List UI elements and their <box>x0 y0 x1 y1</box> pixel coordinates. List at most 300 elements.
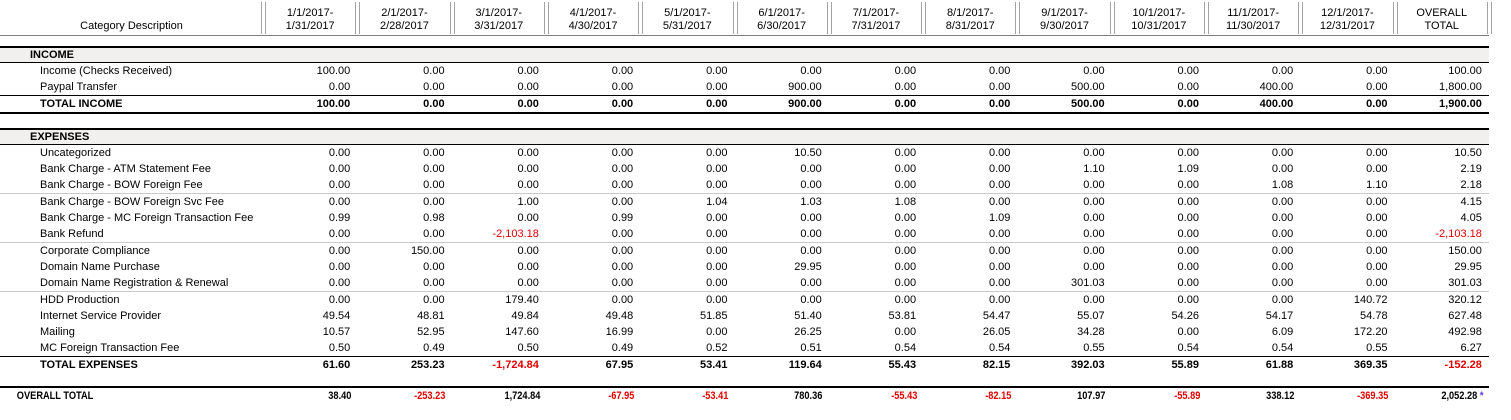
cell-value: 0.00 <box>1083 212 1105 224</box>
cell-value: 0.00 <box>1177 212 1199 224</box>
cell-value: 1,900.00 <box>1439 98 1482 110</box>
column-header-month <box>1017 0 1111 35</box>
cell-value: 0.00 <box>1271 147 1294 159</box>
cell-value: 55.89 <box>1171 359 1199 371</box>
footnote-asterisk: * <box>1479 390 1483 402</box>
column-separator <box>1204 2 1209 34</box>
cell-value: 0.00 <box>328 294 351 306</box>
cell-value: 0.00 <box>328 163 351 175</box>
cell-value: 0.00 <box>800 163 822 175</box>
cell-value: 48.81 <box>417 310 445 322</box>
column-header-line: 6/30/2017 <box>757 20 807 32</box>
row-label: Bank Charge - MC Foreign Transaction Fee <box>40 212 254 224</box>
cell-value: 0.00 <box>328 245 351 257</box>
cell-value: 500.00 <box>1071 98 1105 110</box>
cell-value: 0.00 <box>517 81 539 93</box>
cell-value: 0.00 <box>1271 163 1294 175</box>
column-header-month <box>829 0 923 35</box>
cell-value: 1.10 <box>1083 163 1105 175</box>
income-section-label: INCOME <box>30 49 74 61</box>
cell-value: 0.00 <box>706 81 728 93</box>
cell-value: 0.00 <box>1177 196 1199 208</box>
cell-value: -253.23 <box>414 390 446 402</box>
cell-value: 49.48 <box>605 310 634 322</box>
column-header-month <box>640 0 734 35</box>
cell-value: 392.03 <box>1071 359 1105 371</box>
cell-value: 338.12 <box>1266 390 1295 402</box>
table-row <box>0 145 1489 161</box>
cell-value: 0.00 <box>988 277 1011 289</box>
cell-value: -67.95 <box>608 390 635 402</box>
cell-value: 0.00 <box>706 163 728 175</box>
column-header-line: OVERALL <box>1416 7 1468 19</box>
cell-value: 0.00 <box>423 147 445 159</box>
column-separator <box>544 2 549 34</box>
column-separator <box>827 2 832 34</box>
cell-value: -2,103.18 <box>492 228 539 240</box>
cell-value: 0.00 <box>1366 228 1388 240</box>
cell-value: 0.00 <box>328 228 351 240</box>
cell-value: 0.49 <box>423 342 445 354</box>
cell-value: 0.00 <box>894 294 917 306</box>
table-row <box>0 259 1489 275</box>
cell-value: -1,724.84 <box>492 359 539 371</box>
cell-value: 0.54 <box>894 342 917 354</box>
cell-value: 0.00 <box>800 294 822 306</box>
cell-value: 53.81 <box>888 310 917 322</box>
cell-value: 1.04 <box>706 196 728 208</box>
cell-value: 0.00 <box>1083 196 1105 208</box>
cell-value: 0.00 <box>1177 65 1199 77</box>
column-header-category <box>0 0 263 35</box>
cell-value: 0.00 <box>328 81 351 93</box>
column-header-line: 1/31/2017 <box>285 20 335 32</box>
header-row <box>0 0 1489 36</box>
cell-value: 0.00 <box>894 245 917 257</box>
cell-value: 0.00 <box>517 212 539 224</box>
cell-value: 400.00 <box>1259 81 1294 93</box>
cell-value: 0.54 <box>1177 342 1199 354</box>
cell-value: 10.50 <box>794 147 822 159</box>
cell-value: 627.48 <box>1448 310 1482 322</box>
cell-value: 0.00 <box>1083 245 1105 257</box>
row-label: Bank Refund <box>40 228 104 240</box>
cell-value: 51.40 <box>794 310 822 322</box>
cell-value: 0.00 <box>517 277 539 289</box>
column-header-line: 3/1/2017- <box>475 7 522 19</box>
cell-value: 0.00 <box>611 228 634 240</box>
cell-value: 147.60 <box>505 326 539 338</box>
cell-value: 0.00 <box>706 228 728 240</box>
cell-value: 0.00 <box>894 65 917 77</box>
column-header-line: 5/1/2017- <box>664 7 711 19</box>
column-separator <box>921 2 926 34</box>
cell-value: 301.03 <box>1448 277 1482 289</box>
cell-value: 0.00 <box>1366 245 1388 257</box>
cell-value: 49.84 <box>511 310 539 322</box>
column-header-line: 7/31/2017 <box>851 20 901 32</box>
table-row <box>0 193 1489 210</box>
cell-value: -55.43 <box>890 390 918 402</box>
column-separator <box>355 2 360 34</box>
cell-value: 54.17 <box>1265 310 1294 322</box>
cell-value: 1.10 <box>1366 179 1388 191</box>
cell-value: 500.00 <box>1071 81 1105 93</box>
column-header-month <box>1300 0 1394 35</box>
cell-value: 0.00 <box>800 179 822 191</box>
table-row <box>0 340 1489 356</box>
cell-value: 29.95 <box>794 261 822 273</box>
column-separator <box>1110 2 1115 34</box>
cell-value: 100.00 <box>316 65 351 77</box>
row-label: Bank Charge - BOW Foreign Svc Fee <box>40 196 225 208</box>
table-row <box>0 161 1489 177</box>
cell-value: 0.50 <box>328 342 351 354</box>
cell-value: 0.00 <box>1083 261 1105 273</box>
cell-value: 0.00 <box>517 179 539 191</box>
cell-value: 179.40 <box>505 294 539 306</box>
cell-value: 0.00 <box>706 65 728 77</box>
cell-value: 0.00 <box>328 179 351 191</box>
cell-value: 0.00 <box>706 179 728 191</box>
cell-value: 0.00 <box>1366 196 1388 208</box>
cell-value: 780.36 <box>794 390 823 402</box>
cell-value: 1.00 <box>517 196 539 208</box>
cell-value: 0.00 <box>423 228 445 240</box>
cell-value: 253.23 <box>410 359 445 371</box>
cell-value: 0.00 <box>894 98 917 110</box>
column-header-line: 3/31/2017 <box>474 20 524 32</box>
column-header-line: 9/1/2017- <box>1041 7 1088 19</box>
cell-value: 0.00 <box>328 147 351 159</box>
cell-value: 29.95 <box>1454 261 1482 273</box>
cell-value: 492.98 <box>1448 326 1482 338</box>
cell-value: 0.00 <box>611 147 634 159</box>
column-header-month <box>1206 0 1300 35</box>
cell-value: 0.00 <box>423 179 445 191</box>
cell-value: 0.00 <box>1366 163 1388 175</box>
column-header-month <box>1112 0 1206 35</box>
cell-value: 0.00 <box>1177 277 1199 289</box>
cell-value: 0.00 <box>611 98 634 110</box>
cell-value: 2.18 <box>1460 179 1482 191</box>
cell-value: 0.00 <box>988 245 1011 257</box>
cell-value: 0.00 <box>706 147 728 159</box>
cell-value: 0.00 <box>423 196 445 208</box>
column-header-line: 6/1/2017- <box>758 7 805 19</box>
cell-value: 6.27 <box>1460 342 1482 354</box>
expenses-section-label: EXPENSES <box>30 131 90 143</box>
column-header-line: 8/31/2017 <box>945 20 995 32</box>
table-row <box>0 79 1489 95</box>
cell-value: 1,800.00 <box>1439 81 1482 93</box>
cell-value: 26.05 <box>982 326 1011 338</box>
cell-value: 140.72 <box>1353 294 1388 306</box>
cell-value: 0.00 <box>1366 261 1388 273</box>
cell-value: 900.00 <box>788 98 822 110</box>
cell-value: 0.00 <box>1177 261 1199 273</box>
row-label: Domain Name Registration & Renewal <box>40 277 229 289</box>
column-header-month <box>734 0 828 35</box>
row-label: TOTAL INCOME <box>40 98 123 110</box>
table-row <box>0 308 1489 324</box>
column-header-line: 11/30/2017 <box>1225 20 1281 32</box>
column-header-line: 1/1/2017- <box>286 7 334 19</box>
cell-value: 0.00 <box>800 212 822 224</box>
row-label: Bank Charge - ATM Statement Fee <box>40 163 211 175</box>
column-separator <box>261 2 266 34</box>
overall-total-container <box>0 386 1511 404</box>
cell-value: 0.00 <box>611 261 634 273</box>
table-row <box>0 275 1489 291</box>
row-label: Mailing <box>40 326 75 338</box>
income-section-header <box>0 46 1489 63</box>
cell-value: 0.00 <box>988 179 1011 191</box>
cell-value: 0.00 <box>706 245 728 257</box>
cell-value: 1.08 <box>894 196 917 208</box>
column-header-month <box>923 0 1017 35</box>
cell-value: 0.55 <box>1083 342 1105 354</box>
cell-value: 0.00 <box>1177 98 1199 110</box>
row-label: Income (Checks Received) <box>40 65 173 77</box>
column-header-line: 2/1/2017- <box>381 7 428 19</box>
cell-value: 0.00 <box>988 163 1011 175</box>
cell-value: 0.00 <box>706 294 728 306</box>
cell-value: 0.00 <box>423 81 445 93</box>
cell-value: 54.47 <box>982 310 1011 322</box>
row-label: MC Foreign Transaction Fee <box>40 342 180 354</box>
column-separator <box>638 2 643 34</box>
cell-value: 0.00 <box>1083 65 1105 77</box>
cell-value: 0.54 <box>988 342 1011 354</box>
cell-value: 172.20 <box>1353 326 1388 338</box>
cell-value: 0.00 <box>1366 277 1388 289</box>
cell-value: 0.00 <box>517 65 539 77</box>
cell-value: 0.00 <box>1271 261 1294 273</box>
cell-value: 0.00 <box>1177 179 1199 191</box>
cell-value: 0.00 <box>517 147 539 159</box>
cell-value: 0.00 <box>1177 294 1199 306</box>
cell-value: -55.89 <box>1173 390 1201 402</box>
cell-value: 0.00 <box>894 147 917 159</box>
column-header-line: 4/30/2017 <box>568 20 618 32</box>
cell-value: 49.54 <box>322 310 351 322</box>
table-row <box>0 242 1489 259</box>
total-expenses-row <box>0 356 1489 373</box>
cell-value: 0.00 <box>988 81 1011 93</box>
table-row <box>0 177 1489 193</box>
row-label: Bank Charge - BOW Foreign Fee <box>40 179 203 191</box>
column-header-month <box>546 0 640 35</box>
column-header-line: 9/30/2017 <box>1040 20 1089 32</box>
cell-value: 52.95 <box>417 326 445 338</box>
cell-value: 0.00 <box>988 147 1011 159</box>
cell-value: 0.00 <box>1177 245 1199 257</box>
cell-value: 2,052.28 * <box>1440 390 1483 402</box>
cell-value: 369.35 <box>1353 359 1388 371</box>
cell-value: 1.03 <box>800 196 822 208</box>
cell-value: 0.00 <box>328 261 351 273</box>
table-row <box>0 291 1489 308</box>
column-header-line: TOTAL <box>1424 20 1459 32</box>
table-row <box>0 210 1489 226</box>
cell-value: -53.41 <box>702 390 729 402</box>
cell-value: 0.00 <box>611 179 634 191</box>
cell-value: 0.00 <box>1083 228 1105 240</box>
cell-value: 82.15 <box>982 359 1011 371</box>
cell-value: 400.00 <box>1259 98 1294 110</box>
cell-value: 0.00 <box>1366 98 1388 110</box>
cell-value: 0.00 <box>423 65 445 77</box>
cell-value: 150.00 <box>410 245 445 257</box>
row-label: Corporate Compliance <box>40 245 151 257</box>
cell-value: 0.00 <box>800 245 822 257</box>
row-label: OVERALL TOTAL <box>16 390 94 402</box>
cell-value: 0.00 <box>611 245 634 257</box>
cell-value: 0.51 <box>800 342 822 354</box>
cell-value: 0.00 <box>800 228 822 240</box>
cell-value: 55.07 <box>1077 310 1105 322</box>
cell-value: 10.57 <box>322 326 351 338</box>
cell-value: 119.64 <box>788 359 822 371</box>
row-label: Internet Service Provider <box>40 310 162 322</box>
cell-value: 16.99 <box>605 326 634 338</box>
cell-value: 0.00 <box>1366 65 1388 77</box>
cell-value: 0.99 <box>328 212 351 224</box>
cell-value: 0.00 <box>894 81 917 93</box>
cell-value: 0.00 <box>328 277 351 289</box>
cell-value: 6.09 <box>1271 326 1294 338</box>
cell-value: 0.99 <box>611 212 634 224</box>
cell-value: 0.00 <box>328 196 351 208</box>
row-label: Paypal Transfer <box>40 81 118 93</box>
cell-value: 0.49 <box>611 342 634 354</box>
column-separator <box>1393 2 1398 34</box>
column-separator <box>1487 2 1492 34</box>
cell-value: 150.00 <box>1448 245 1482 257</box>
cell-value: 301.03 <box>1071 277 1105 289</box>
cell-value: 0.00 <box>611 81 634 93</box>
cell-value: 0.50 <box>517 342 539 354</box>
cell-value: 0.00 <box>423 98 445 110</box>
cell-value: 320.12 <box>1448 294 1482 306</box>
income-rows <box>0 63 1511 114</box>
row-label: Domain Name Purchase <box>40 261 160 273</box>
cell-value: 0.00 <box>1083 294 1105 306</box>
cell-value: 1.09 <box>1177 163 1199 175</box>
cell-value: -152.28 <box>1444 359 1482 371</box>
cell-value: 0.00 <box>1177 147 1199 159</box>
row-label: Uncategorized <box>40 147 111 159</box>
cell-value: -82.15 <box>985 390 1012 402</box>
cell-value: 55.43 <box>888 359 917 371</box>
column-header-line: 10/31/2017 <box>1131 20 1187 32</box>
expenses-section-header <box>0 128 1489 145</box>
column-header-month <box>357 0 451 35</box>
cell-value: 0.00 <box>611 163 634 175</box>
column-header-line: 4/1/2017- <box>569 7 617 19</box>
column-header-line: 2/28/2017 <box>379 20 429 32</box>
cell-value: 0.00 <box>517 163 539 175</box>
cell-value: 0.00 <box>988 294 1011 306</box>
column-header-line: 7/1/2017- <box>852 7 900 19</box>
cell-value: 1,724.84 <box>504 390 541 402</box>
cell-value: 26.25 <box>794 326 822 338</box>
column-separator <box>733 2 738 34</box>
column-header-line: 12/1/2017- <box>1321 7 1374 19</box>
cell-value: 0.54 <box>1271 342 1294 354</box>
cell-value: 0.00 <box>800 277 822 289</box>
cell-value: 0.00 <box>800 65 822 77</box>
cell-value: 0.00 <box>1271 196 1294 208</box>
cell-value: 61.88 <box>1265 359 1294 371</box>
row-label: TOTAL EXPENSES <box>40 359 138 371</box>
table-row <box>0 226 1489 242</box>
cell-value: 0.00 <box>1271 212 1294 224</box>
cell-value: 107.97 <box>1077 390 1106 402</box>
cell-value: 0.00 <box>1177 228 1199 240</box>
cell-value: 51.85 <box>699 310 728 322</box>
row-label: HDD Production <box>40 294 120 306</box>
cell-value: 4.15 <box>1460 196 1482 208</box>
column-separator <box>1015 2 1020 34</box>
cell-value: 0.00 <box>894 179 917 191</box>
cell-value: 0.00 <box>988 65 1011 77</box>
cell-value: 0.00 <box>517 245 539 257</box>
cell-value: 0.00 <box>1083 147 1105 159</box>
table-row <box>0 63 1489 79</box>
column-header-line: 11/1/2017- <box>1227 7 1280 19</box>
cell-value: 0.00 <box>894 212 917 224</box>
cell-value: 0.00 <box>1271 65 1294 77</box>
cell-value: 0.00 <box>423 261 445 273</box>
cell-value: 0.00 <box>988 228 1011 240</box>
cell-value: 53.41 <box>699 359 728 371</box>
cell-value: -369.35 <box>1357 390 1389 402</box>
cell-value: 900.00 <box>788 81 822 93</box>
column-header-line: 8/1/2017- <box>946 7 994 19</box>
cell-value: 1.09 <box>988 212 1011 224</box>
overall-total-row <box>0 386 1489 404</box>
cell-value: 100.00 <box>316 98 351 110</box>
cell-value: 0.55 <box>1366 342 1388 354</box>
cell-value: 61.60 <box>322 359 351 371</box>
cell-value: 0.00 <box>1271 294 1294 306</box>
cell-value: 0.00 <box>1271 277 1294 289</box>
cell-value: 0.00 <box>988 261 1011 273</box>
cell-value: 0.00 <box>517 98 539 110</box>
cell-value: 0.00 <box>706 326 728 338</box>
cell-value: 54.26 <box>1171 310 1199 322</box>
column-header-line: 12/31/2017 <box>1319 20 1375 32</box>
cell-value: 0.00 <box>706 212 728 224</box>
cell-value: 0.00 <box>1177 81 1199 93</box>
cell-value: 0.00 <box>1271 228 1294 240</box>
cell-value: 0.00 <box>611 294 634 306</box>
cell-value: 0.00 <box>988 196 1011 208</box>
cell-value: 0.00 <box>517 261 539 273</box>
table-row <box>0 324 1489 340</box>
cell-value: 0.00 <box>894 326 917 338</box>
cell-value: 67.95 <box>605 359 634 371</box>
cell-value: 0.00 <box>1177 326 1199 338</box>
cell-value: 10.50 <box>1454 147 1482 159</box>
cell-value: 0.00 <box>1366 81 1388 93</box>
cell-value: 0.00 <box>1366 147 1388 159</box>
cell-value: 0.00 <box>1271 245 1294 257</box>
cell-value: 0.98 <box>423 212 445 224</box>
column-header-month <box>263 0 357 35</box>
